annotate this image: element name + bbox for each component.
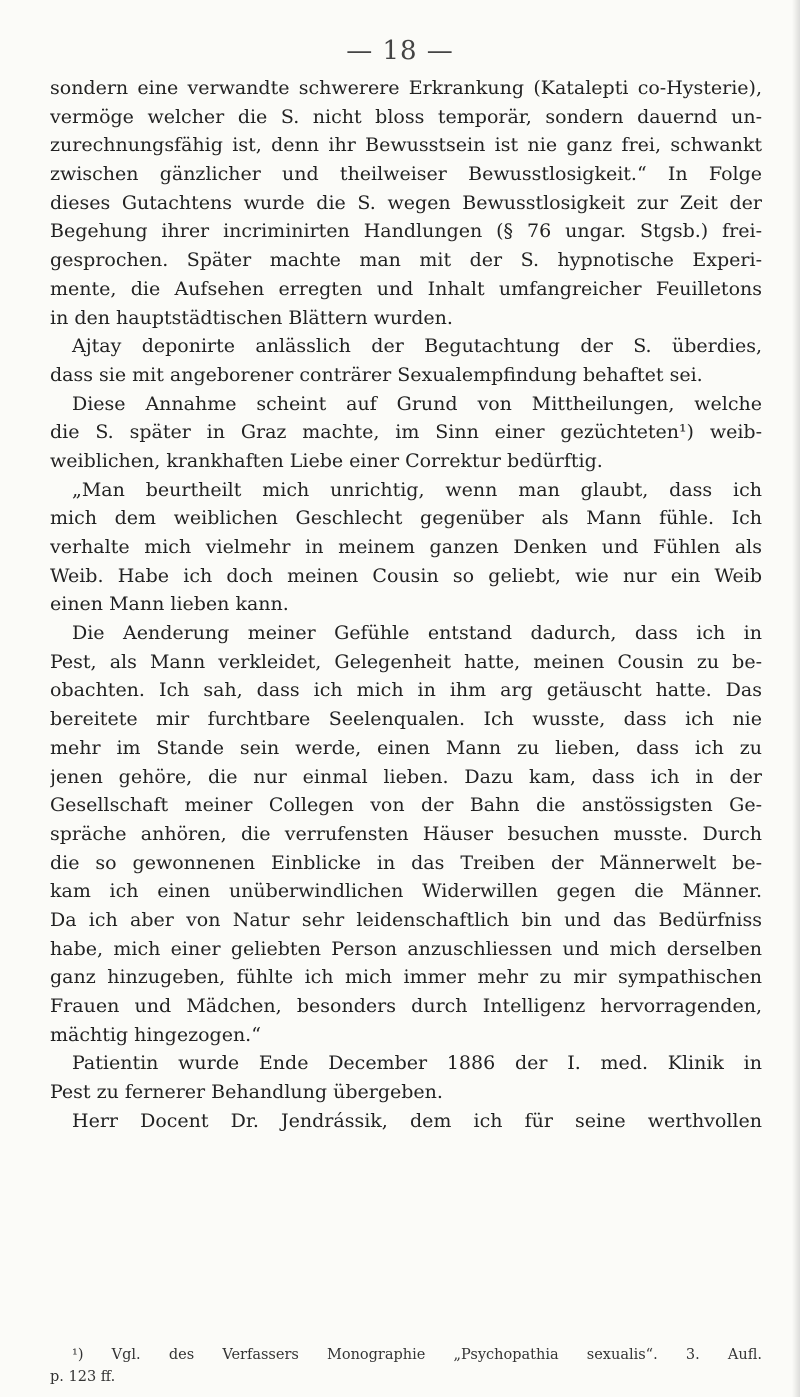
text-line: Da ich aber von Natur sehr leidenschaftlich bin und das Bedürfniss: [50, 908, 762, 931]
text-line: bereitete mir furchtbare Seelenqualen. Ich wusste, dass ich nie: [50, 708, 762, 731]
text-line: Pest, als Mann verkleidet, Gelegenheit hatte, meinen Cousin zu be-: [50, 650, 762, 673]
text-line: zwischen gänzlicher und theilweiser Bewusstlosigkeit.“ In Folge: [50, 163, 762, 186]
text-line: jenen gehöre, die nur einmal lieben. Dazu kam, dass ich in der: [50, 765, 762, 788]
text-line: mächtig hingezogen.“: [50, 1023, 261, 1046]
text-line: mehr im Stande sein werde, einen Mann zu lieben, dass ich zu: [50, 736, 762, 759]
text-line: Diese Annahme scheint auf Grund von Mittheilungen, welche: [72, 392, 762, 415]
text-line: Pest zu fernerer Behandlung übergeben.: [50, 1081, 443, 1104]
text-line: gesprochen. Später machte man mit der S. hypnotische Experi-: [50, 249, 762, 272]
text-line: dieses Gutachtens wurde die S. wegen Bewusstlosigkeit zur Zeit der: [50, 191, 762, 214]
text-line: obachten. Ich sah, dass ich mich in ihm arg getäuscht hatte. Das: [50, 679, 762, 702]
text-line: Begehung ihrer incriminirten Handlungen (§ 76 ungar. Stgsb.) frei-: [50, 220, 762, 243]
text-line: mente, die Aufsehen erregten und Inhalt umfangreicher Feuilletons: [50, 277, 762, 300]
text-line: vermöge welcher die S. nicht bloss temporär, sondern dauernd un-: [50, 105, 762, 128]
text-line: „Man beurtheilt mich unrichtig, wenn man glaubt, dass ich: [72, 478, 762, 501]
text-line: verhalte mich vielmehr in meinem ganzen Denken und Fühlen als: [50, 536, 762, 558]
page-number: — 18 —: [346, 36, 454, 66]
text-line: Patientin wurde Ende December 1886 der I. med. Klinik in: [72, 1052, 762, 1075]
text-line: weiblichen, krankhaften Liebe einer Correktur bedürftig.: [50, 449, 603, 472]
page-edge-shadow: [792, 0, 800, 1397]
text-line: mich dem weiblichen Geschlecht gegenüber als Mann fühle. Ich: [50, 507, 762, 530]
footnotes: [50, 1344, 762, 1388]
text-line: zurechnungsfähig ist, denn ihr Bewusstsein ist nie ganz frei, schwankt: [50, 134, 762, 157]
body-text: [50, 74, 762, 1135]
text-line: Gesellschaft meiner Collegen von der Bahn die anstössigsten Ge-: [50, 794, 762, 817]
footnote-line: ¹) Vgl. des Verfassers Monographie „Psychopathia sexualis“. 3. Aufl.: [72, 1347, 762, 1363]
text-line: Herr Docent Dr. Jendrássik, dem ich für seine werthvollen: [72, 1109, 762, 1132]
text-line: ganz hinzugeben, fühlte ich mich immer mehr zu mir sympathischen: [50, 966, 762, 989]
text-line: habe, mich einer geliebten Person anzuschliessen und mich derselben: [50, 937, 762, 960]
text-line: Ajtay deponirte anlässlich der Begutachtung der S. überdies,: [72, 335, 762, 358]
text-line: die so gewonnenen Einblicke in das Treiben der Männerwelt be-: [50, 851, 762, 874]
text-line: kam ich einen unüberwindlichen Widerwillen gegen die Männer.: [50, 880, 762, 903]
footnote-line: p. 123 ff.: [50, 1369, 116, 1385]
text-line: einen Mann lieben kann.: [50, 593, 289, 616]
text-line: spräche anhören, die verrufensten Häuser besuchen musste. Durch: [50, 822, 762, 845]
text-line: sondern eine verwandte schwerere Erkrankung (Katalepti co-Hysterie),: [50, 77, 762, 99]
text-line: Weib. Habe ich doch meinen Cousin so geliebt, wie nur ein Weib: [50, 564, 762, 587]
text-line: Die Aenderung meiner Gefühle entstand dadurch, dass ich in: [72, 622, 762, 645]
text-line: die S. später in Graz machte, im Sinn einer gezüchteten¹) weib-: [50, 421, 762, 444]
text-line: Frauen und Mädchen, besonders durch Intelligenz hervorragenden,: [50, 995, 762, 1017]
text-line: in den hauptstädtischen Blättern wurden.: [50, 306, 453, 329]
text-line: dass sie mit angeborener conträrer Sexualempfindung behaftet sei.: [50, 363, 703, 386]
